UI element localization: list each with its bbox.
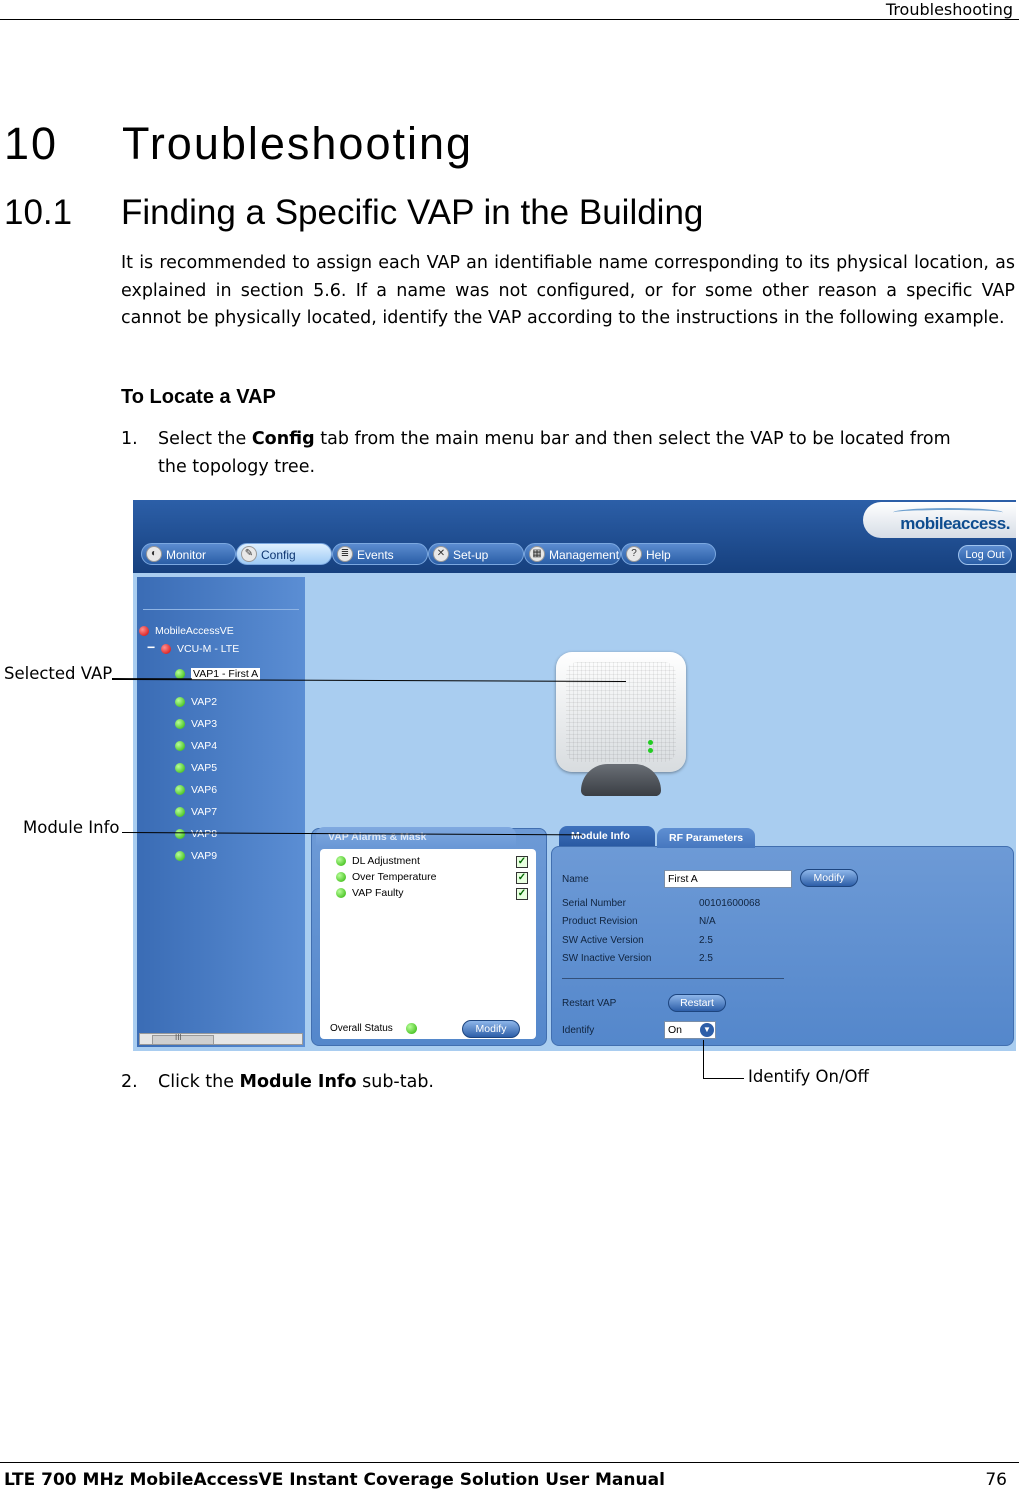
step-text: Click the Module Info sub-tab.	[158, 1072, 434, 1092]
mask-checkbox[interactable]: ✓	[517, 872, 527, 883]
scroll-thumb[interactable]: III	[152, 1035, 214, 1045]
chapter-number: 10	[4, 118, 59, 169]
status-green-icon	[406, 1023, 417, 1034]
section-title: Finding a Specific VAP in the Building	[121, 193, 704, 232]
monitor-icon: ◐	[146, 546, 162, 562]
alarms-modify-button[interactable]: Modify	[462, 1020, 520, 1038]
tools-icon: ✕	[433, 546, 449, 562]
alarms-panel: VAP Alarms & Mask DL Adjustment ✓ Over Temperature ✓ VAP Faulty ✓ Overall Status Modify	[311, 828, 547, 1046]
restart-button[interactable]: Restart	[668, 994, 726, 1012]
product-revision-label: Product Revision	[562, 916, 638, 927]
tab-events[interactable]: ≣ Events	[332, 543, 428, 565]
callout-identify: Identify On/Off	[748, 1067, 869, 1086]
sw-active-value: 2.5	[699, 935, 713, 946]
callout-module-info: Module Info	[23, 818, 120, 837]
identify-select[interactable]: On ▼	[664, 1021, 716, 1039]
intro-paragraph: It is recommended to assign each VAP an identifiable name corresponding to its physical location, as explained in section 5.6. If a name was not configured, or for some other reason a specific VAP cannot be physically located, identify the VAP according to the instructions in the following example.	[121, 253, 1015, 328]
tab-management[interactable]: ▦ Management	[524, 543, 621, 565]
page-header: Troubleshooting	[885, 0, 1013, 19]
alarm-red-icon	[161, 644, 171, 654]
footer-rule	[0, 1462, 1019, 1463]
vap-device-image	[556, 652, 686, 800]
app-screenshot	[133, 500, 1016, 1051]
divider	[562, 978, 784, 979]
tab-config[interactable]: ✎ Config	[236, 543, 332, 565]
status-green-icon	[336, 872, 346, 882]
status-green-icon	[175, 829, 185, 839]
mask-checkbox[interactable]: ✓	[517, 888, 527, 899]
menu-bar	[133, 500, 1016, 573]
status-green-icon	[175, 807, 185, 817]
alarm-red-icon	[139, 626, 149, 636]
serial-number-label: Serial Number	[562, 898, 626, 909]
procedure-title: To Locate a VAP	[121, 386, 276, 408]
status-green-icon	[336, 856, 346, 866]
status-green-icon	[175, 697, 185, 707]
tab-rf-parameters[interactable]: RF Parameters	[657, 828, 755, 848]
alarms-panel-title: VAP Alarms & Mask	[316, 827, 516, 847]
module-info-panel	[551, 846, 1014, 1046]
module-info-term: Module Info	[239, 1072, 357, 1092]
sw-inactive-value: 2.5	[699, 953, 713, 964]
status-green-icon	[175, 719, 185, 729]
tab-monitor[interactable]: ◐ Monitor	[141, 543, 236, 565]
identify-label: Identify	[562, 1025, 595, 1036]
status-green-icon	[175, 785, 185, 795]
help-icon: ?	[626, 546, 642, 562]
name-input[interactable]: First A	[664, 870, 792, 888]
status-green-icon	[175, 851, 185, 861]
name-modify-button[interactable]: Modify	[800, 869, 858, 887]
product-revision-value: N/A	[699, 916, 716, 927]
mobileaccess-logo: mobileaccess.	[863, 502, 1016, 538]
logout-button[interactable]: Log Out	[958, 545, 1012, 565]
step-number: 1.	[121, 429, 138, 449]
step-number: 2.	[121, 1072, 138, 1092]
serial-number-value: 00101600068	[699, 898, 761, 909]
mask-checkbox[interactable]: ✓	[517, 856, 527, 867]
section-number: 10.1	[4, 193, 73, 232]
chevron-down-icon[interactable]: ▼	[700, 1023, 714, 1037]
restart-vap-label: Restart VAP	[562, 998, 617, 1009]
collapse-icon[interactable]: −	[147, 639, 156, 655]
config-term: Config	[251, 429, 315, 449]
chapter-title: Troubleshooting	[122, 118, 474, 169]
status-green-icon	[336, 888, 346, 898]
wrench-icon: ✎	[241, 546, 257, 562]
section-heading	[4, 193, 703, 233]
page-number: 76	[985, 1470, 1007, 1490]
tab-module-info[interactable]: Module Info	[559, 826, 655, 846]
tab-help[interactable]: ? Help	[621, 543, 716, 565]
chapter-heading	[4, 118, 473, 170]
tab-setup[interactable]: ✕ Set-up	[428, 543, 524, 565]
callout-selected-vap: Selected VAP	[4, 664, 113, 683]
sw-inactive-label: SW Inactive Version	[562, 953, 652, 964]
step-1	[121, 426, 1015, 482]
overall-status-label: Overall Status	[330, 1023, 393, 1034]
footer-title: LTE 700 MHz MobileAccessVE Instant Coverage Solution User Manual	[4, 1470, 665, 1490]
step-2	[121, 1069, 721, 1097]
topology-tree: MobileAccessVE − VCU-M - LTE VAP1 - First A VAP2 VAP3 VAP4 VAP5 VAP6 VAP7 VAP8 VAP9 III	[137, 577, 305, 1047]
status-green-icon	[175, 763, 185, 773]
events-icon: ≣	[337, 546, 353, 562]
management-icon: ▦	[529, 546, 545, 562]
step-text: Select the Config tab from the main menu bar and then select the VAP to be located from the topology tree.	[158, 429, 951, 477]
header-rule	[0, 19, 1019, 20]
name-label: Name	[562, 874, 589, 885]
sw-active-label: SW Active Version	[562, 935, 644, 946]
tree-scrollbar[interactable]	[139, 1033, 303, 1045]
status-green-icon	[175, 741, 185, 751]
